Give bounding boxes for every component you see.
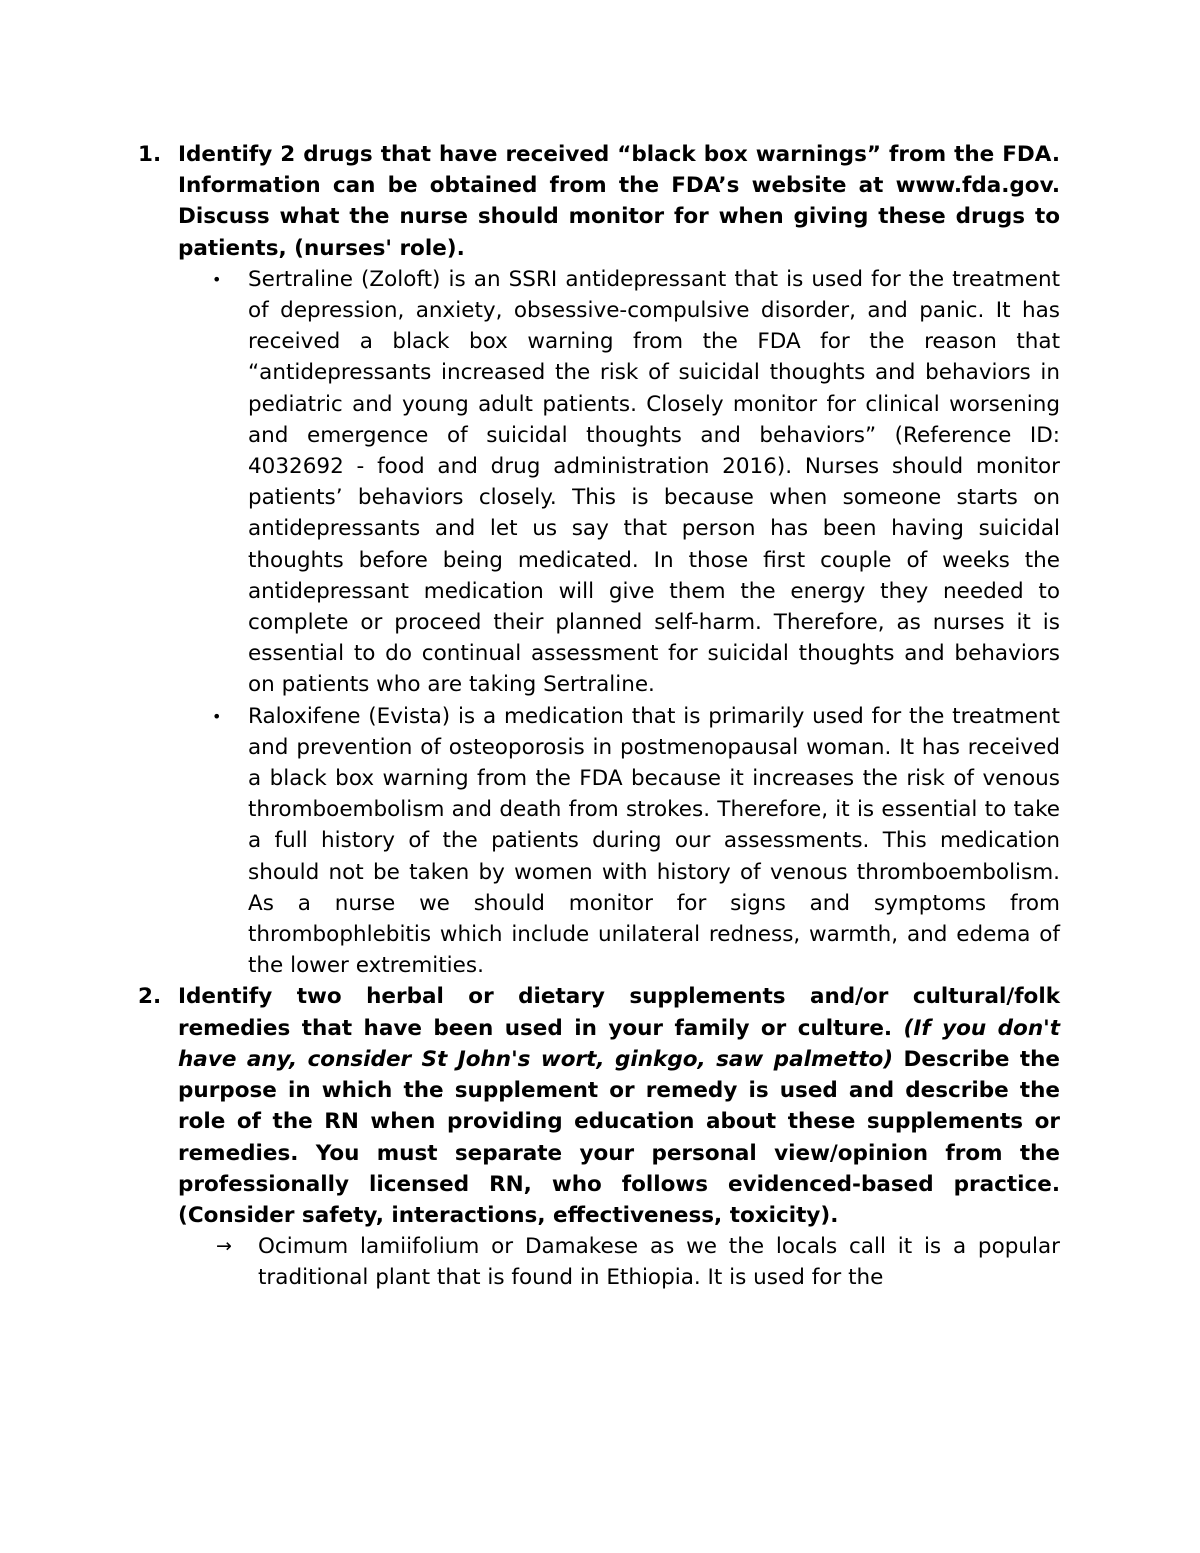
answer-text: Raloxifene (Evista) is a medication that is primarily used for the treatment and prevention of osteoporosis in postmenopausal woman. It has received a black box warning from the FDA because it increases the risk of venous thromboembolism and death from strokes. Therefore, it is essential to take a full history of the patients during our assessments. This medication should not be taken by women with history of venous thromboembolism. As a nurse we should monitor for signs and symptoms from thrombophlebitis which include unilateral redness, warmth, and edema of the lower extremities. xyxy=(248,703,1060,979)
question-text xyxy=(178,981,1060,1231)
list-item xyxy=(178,1231,1060,1293)
question-text: Identify 2 drugs that have received “black box warnings” from the FDA. Information can be obtained from the FDA’s website at www.fda.gov. Discuss what the nurse should monitor for when giving these drugs to patients, (nurses' role). xyxy=(178,142,1060,261)
question-number: 2. xyxy=(138,984,162,1010)
answer-list xyxy=(178,1231,1060,1293)
question-number: 1. xyxy=(138,142,162,167)
list-item xyxy=(178,701,1060,982)
arrow-right-icon: → xyxy=(216,1235,232,1258)
question-1 xyxy=(138,139,1060,981)
document-body xyxy=(138,139,1060,1294)
answer-text: Sertraline (Zoloft) is an SSRI antidepressant that is used for the treatment of depression, anxiety, obsessive-compulsive disorder, and panic. It has received a black box warning from the FDA for the reason that “antidepressants increased the risk of suicidal thoughts and behaviors in pediatric and young adult patients. Closely monitor for clinical worsening and emergence of suicidal thoughts and behaviors” (Reference ID: 4032692 - food and drug administration 2016). Nurses should monitor patients’ behaviors closely. This is because when someone starts on antidepressants and let us say that person has been having suicidal thoughts before being medicated. In those first couple of weeks the antidepressant medication will give them the energy they needed to complete or proceed their planned self-harm. Therefore, as nurses it is essential to do continual assessment for suicidal thoughts and behaviors on patients who are taking Sertraline. xyxy=(248,266,1060,698)
bullet-icon: • xyxy=(212,706,222,726)
question-2 xyxy=(138,981,1060,1293)
question-text-part: Identify two herbal or dietary supplements and/or cultural/folk remedies that have been used in your family or culture. xyxy=(178,984,1060,1041)
bullet-icon: • xyxy=(212,269,222,289)
list-item xyxy=(178,264,1060,701)
question-text-italic: (If you don't have any, consider St John's wort, ginkgo, saw palmetto) xyxy=(178,1015,1060,1072)
answer-list xyxy=(178,264,1060,982)
answer-text: Ocimum lamiifolium or Damakese as we the locals call it is a popular traditional plant that is found in Ethiopia. It is used for the xyxy=(258,1234,1060,1291)
question-text-part: Describe the purpose in which the supplement or remedy is used and describe the role of the RN when providing education about these supplements or remedies. You must separate your personal view/opinion from the professionally licensed RN, who follows evidenced-based practice. (Consider safety, interactions, effectiveness, toxicity). xyxy=(178,1046,1061,1228)
